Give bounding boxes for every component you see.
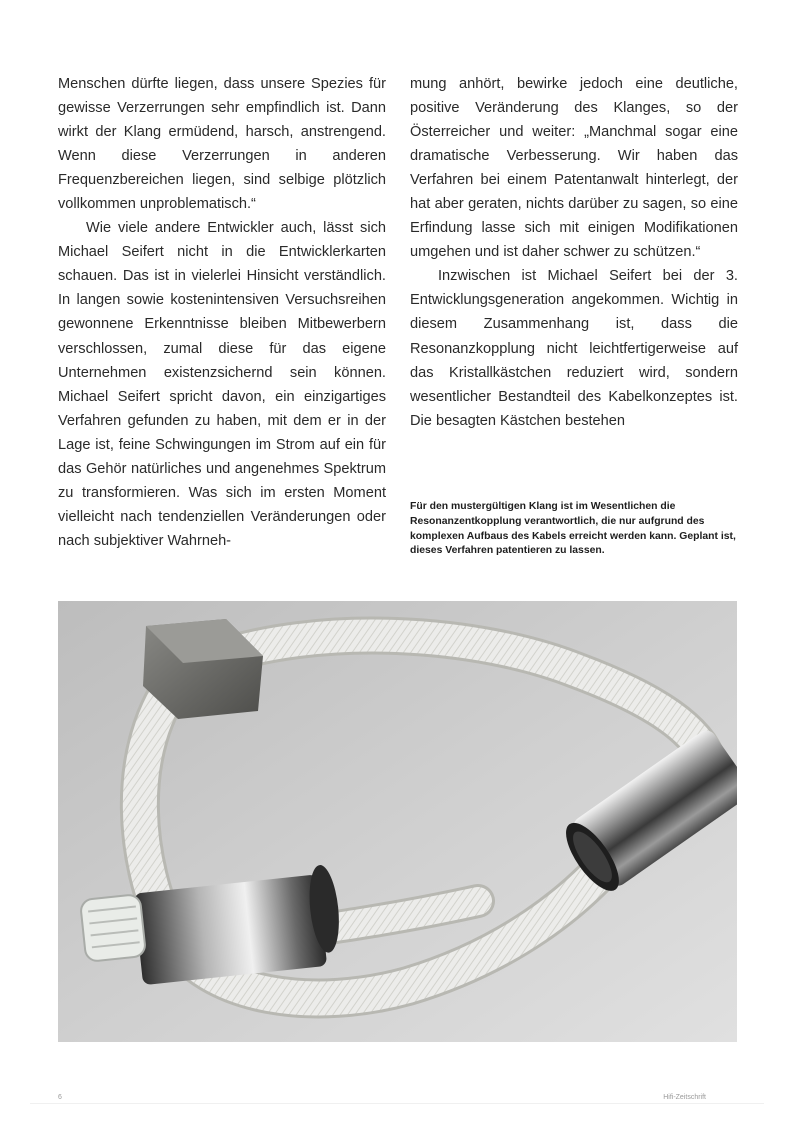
cable-photo xyxy=(58,601,737,1042)
paragraph: Menschen dürfte liegen, dass unsere Spezies für gewisse Verzerrungen sehr empfindlich ist. Dann wirkt der Klang ermüdend, harsch, anstrengend. Wenn diese Verzerrungen in anderen Frequenzbereichen liegen, sind selbige plötzlich vollkommen unproblematisch.“ xyxy=(58,76,386,213)
footer-brand: Hifi-Zeitschrift xyxy=(663,1094,706,1101)
article-column-left xyxy=(58,72,386,553)
paragraph: mung anhört, bewirke jedoch eine deutliche, positive Veränderung des Klanges, so der Österreicher und weiter: „Manchmal sogar eine dramatische Verbesserung. Wir haben das Verfahren bei einem Patentanwalt hinterlegt, der hat aber geraten, nichts darüber zu sagen, so eine Erfindung lasse sich mit einigen Modifikationen umgehen und ist daher schwer zu schützen.“ xyxy=(410,76,738,261)
page-footer xyxy=(30,1094,764,1114)
article-column-right xyxy=(410,72,738,433)
photo-caption: Für den mustergültigen Klang ist im Wesentlichen die Resonanzentkopplung verantwortlich, die nur aufgrund des komplexen Aufbaus des Kabels erreicht werden kann. Geplant ist, dieses Verfahren patentieren zu lassen. xyxy=(410,501,736,557)
page-number: 6 xyxy=(58,1094,62,1101)
paragraph: Wie viele andere Entwickler auch, lässt sich Michael Seifert nicht in die Entwicklerkarten schauen. Das ist in vielerlei Hinsicht verständlich. In langen sowie kostenintensiven Versuchsreihen gewonnene Erkenntnisse bleiben Mitbewerbern verschlossen, zumal diese für das eigene Unternehmen existenzsichernd sein können. Michael Seifert spricht davon, ein einzigartiges Verfahren gefunden zu haben, mit dem er in der Lage ist, feine Schwingungen im Strom auf ein für das Gehör natürliches und angenehmes Spektrum zu transformieren. Was sich im ersten Moment vielleicht nach tendenziellen Veränderungen oder nach subjektiver Wahrneh- xyxy=(58,220,386,549)
paragraph: Inzwischen ist Michael Seifert bei der 3. Entwicklungsgeneration angekommen. Wichtig in diesem Zusammenhang ist, dass die Resonanzkopplung nicht leichtfertigerweise auf das Kristallkästchen reduziert wird, sondern wesentlicher Bestandteil des Kabelkonzeptes ist. Die besagten Kästchen bestehen xyxy=(410,268,738,429)
